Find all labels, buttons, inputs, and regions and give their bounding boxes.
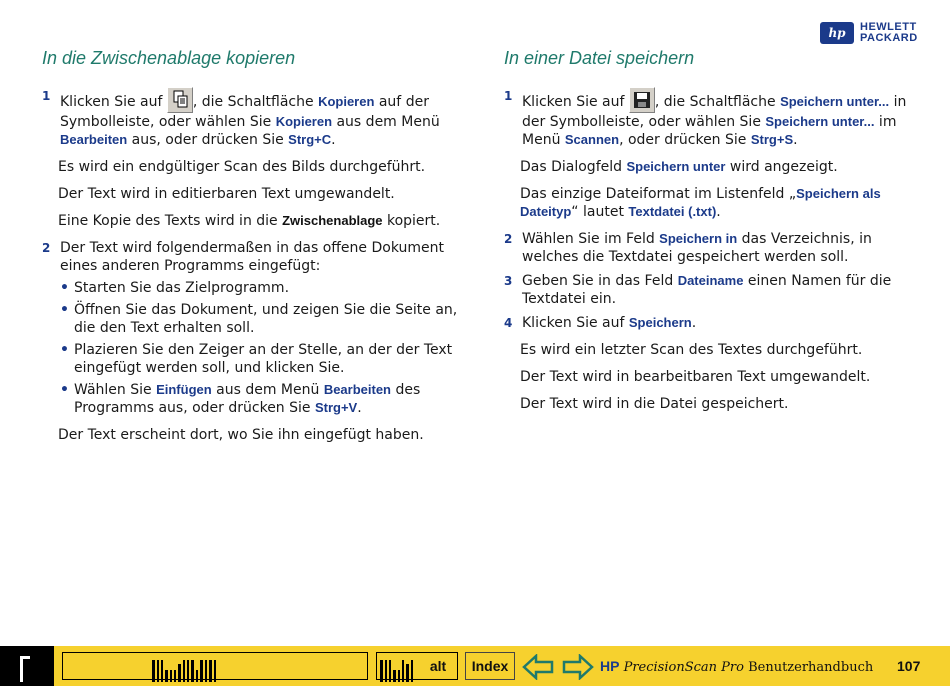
ui-label-speichern-unter-dialog: Speichern unter xyxy=(626,159,726,174)
hp-logo-text xyxy=(860,22,918,44)
ui-label-strg-v: Strg+V xyxy=(314,400,358,415)
para-text: wird angezeigt. xyxy=(725,159,838,175)
step-text: , die Schaltfläche xyxy=(654,94,781,110)
right-para-5: Der Text wird in die Datei gespeichert. xyxy=(520,396,789,412)
corner-bracket-icon xyxy=(20,656,30,682)
right-step-4 xyxy=(504,314,924,332)
step-text: , die Schaltfläche xyxy=(192,94,319,110)
step-number: 3 xyxy=(504,274,513,288)
bullet-text: des Programms aus, oder drücken Sie xyxy=(74,382,421,416)
footer-corner-block xyxy=(0,646,54,686)
ui-label-speichern-unter: Speichern unter... xyxy=(780,94,890,109)
step-number: 1 xyxy=(504,89,513,103)
para-text: Das Dialogfeld xyxy=(520,159,627,175)
ui-label-speichern: Speichern xyxy=(628,315,692,330)
right-para-2 xyxy=(504,185,924,221)
section-title-clipboard: In die Zwischenablage kopieren xyxy=(42,48,296,68)
arrow-right-icon[interactable] xyxy=(562,654,594,680)
copy-icon xyxy=(167,87,193,113)
bullet-text: Starten Sie das Zielprogramm. xyxy=(74,280,290,296)
bullet-item xyxy=(60,279,462,297)
ui-label-strg-c: Strg+C xyxy=(288,132,332,147)
barcode-artifact-icon xyxy=(152,658,218,682)
left-step-2 xyxy=(42,239,462,417)
manual-label: Benutzerhandbuch xyxy=(743,660,874,675)
step-text: das Verzeichnis, in welches die Textdatei gespeichert werden soll. xyxy=(522,231,872,265)
left-para-2: Der Text wird in editierbaren Text umgewandelt. xyxy=(58,186,395,202)
arrow-left-icon[interactable] xyxy=(522,654,554,680)
ui-label-zwischenablage: Zwischenablage xyxy=(282,213,383,228)
ui-label-scannen: Scannen xyxy=(564,132,620,147)
footer-bar xyxy=(0,646,950,686)
step-text: auf der Symbolleiste, oder wählen Sie xyxy=(60,94,429,130)
step-text: Klicken Sie auf xyxy=(522,315,629,331)
step-text: in der Symbolleiste, oder wählen Sie xyxy=(522,94,907,130)
index-button[interactable]: Index xyxy=(465,652,515,680)
ui-label-speichern-als-dateityp: Speichern als Dateityp xyxy=(520,186,881,219)
right-para-4: Der Text wird in bearbeitbaren Text umgewandelt. xyxy=(520,369,871,385)
step-number: 4 xyxy=(504,316,513,330)
para-text: “ lautet xyxy=(571,204,629,220)
right-para-3: Es wird ein letzter Scan des Textes durchgeführt. xyxy=(520,342,863,358)
brand-label: HP xyxy=(600,658,620,674)
hp-logo-mark: hp xyxy=(820,22,854,44)
section-title-file: In einer Datei speichern xyxy=(504,48,695,68)
barcode-artifact-icon xyxy=(380,658,415,682)
bullet-item xyxy=(60,381,462,417)
step-text: Geben Sie in das Feld xyxy=(522,273,678,289)
right-step-1 xyxy=(504,87,924,149)
hp-logo xyxy=(820,22,918,44)
para-text: . xyxy=(716,204,721,220)
toc-button[interactable]: alt xyxy=(429,658,447,674)
ui-label-kopieren: Kopieren xyxy=(318,94,375,109)
ui-label-bearbeiten-2: Bearbeiten xyxy=(323,382,392,397)
left-step-1 xyxy=(42,87,462,149)
ui-label-speichern-unter-menu: Speichern unter... xyxy=(765,114,875,129)
step-number: 2 xyxy=(504,232,513,246)
bullet-text: Plazieren Sie den Zeiger an der Stelle, an der der Text eingefügt werden soll, und klicken Sie. xyxy=(74,342,453,376)
step-text: . xyxy=(691,315,697,331)
ui-label-kopieren-menu: Kopieren xyxy=(275,114,333,129)
logo-line2: PACKARD xyxy=(860,32,918,44)
step-number: 2 xyxy=(42,241,51,255)
bullet-text: aus dem Menü xyxy=(211,382,324,398)
right-step-2 xyxy=(504,230,924,266)
floppy-disk-icon xyxy=(629,87,655,113)
bullet-text: . xyxy=(357,400,362,416)
right-para-1 xyxy=(504,158,924,176)
bullet-dot: • xyxy=(60,302,69,318)
ui-label-textdatei: Textdatei (.txt) xyxy=(628,204,717,219)
bullet-text: Öffnen Sie das Dokument, und zeigen Sie die Seite an, die den Text erhalten soll. xyxy=(74,302,458,336)
step-text: aus, oder drücken Sie xyxy=(127,132,289,148)
step-text: aus dem Menü xyxy=(332,114,440,130)
ui-label-strg-s: Strg+S xyxy=(750,132,794,147)
left-para-1: Es wird ein endgültiger Scan des Bilds durchgeführt. xyxy=(58,159,426,175)
step-text: im Menü xyxy=(522,114,897,148)
para-text: Eine Kopie des Texts wird in die xyxy=(58,213,283,229)
product-name: PrecisionScan Pro xyxy=(623,660,744,675)
right-column xyxy=(504,48,924,422)
ui-label-speichern-in: Speichern in xyxy=(659,231,738,246)
bullet-dot: • xyxy=(60,342,69,358)
page-number: 107 xyxy=(897,658,921,674)
para-text: Das einzige Dateiformat im Listenfeld „ xyxy=(520,186,797,202)
step-number: 1 xyxy=(42,89,51,103)
ui-label-bearbeiten: Bearbeiten xyxy=(60,132,128,147)
step-text: Klicken Sie auf xyxy=(60,94,167,110)
step-text: . xyxy=(331,132,336,148)
left-para-3 xyxy=(42,212,462,230)
bullet-item xyxy=(60,341,462,377)
step-text: , oder drücken Sie xyxy=(619,132,751,148)
ui-label-einfuegen: Einfügen xyxy=(156,382,212,397)
bullet-item xyxy=(60,301,462,337)
step-text: . xyxy=(793,132,798,148)
right-step-3 xyxy=(504,272,924,308)
bullet-dot: • xyxy=(60,280,69,296)
step-text: Der Text wird folgendermaßen in das offene Dokument eines anderen Programms eingefügt: xyxy=(60,240,444,274)
bullet-text: Wählen Sie xyxy=(74,382,157,398)
left-para-4: Der Text erscheint dort, wo Sie ihn eingefügt haben. xyxy=(58,427,424,443)
logo-line1: HEWLETT xyxy=(860,21,917,33)
bullet-dot: • xyxy=(60,382,69,398)
bullet-list xyxy=(60,279,462,417)
left-column xyxy=(42,48,462,453)
step-text: Klicken Sie auf xyxy=(522,94,629,110)
para-text: kopiert. xyxy=(382,213,441,229)
step-text: einen Namen für die Textdatei ein. xyxy=(522,273,892,307)
step-text: Wählen Sie im Feld xyxy=(522,231,660,247)
manual-title xyxy=(600,658,873,675)
ui-label-dateiname: Dateiname xyxy=(677,273,744,288)
